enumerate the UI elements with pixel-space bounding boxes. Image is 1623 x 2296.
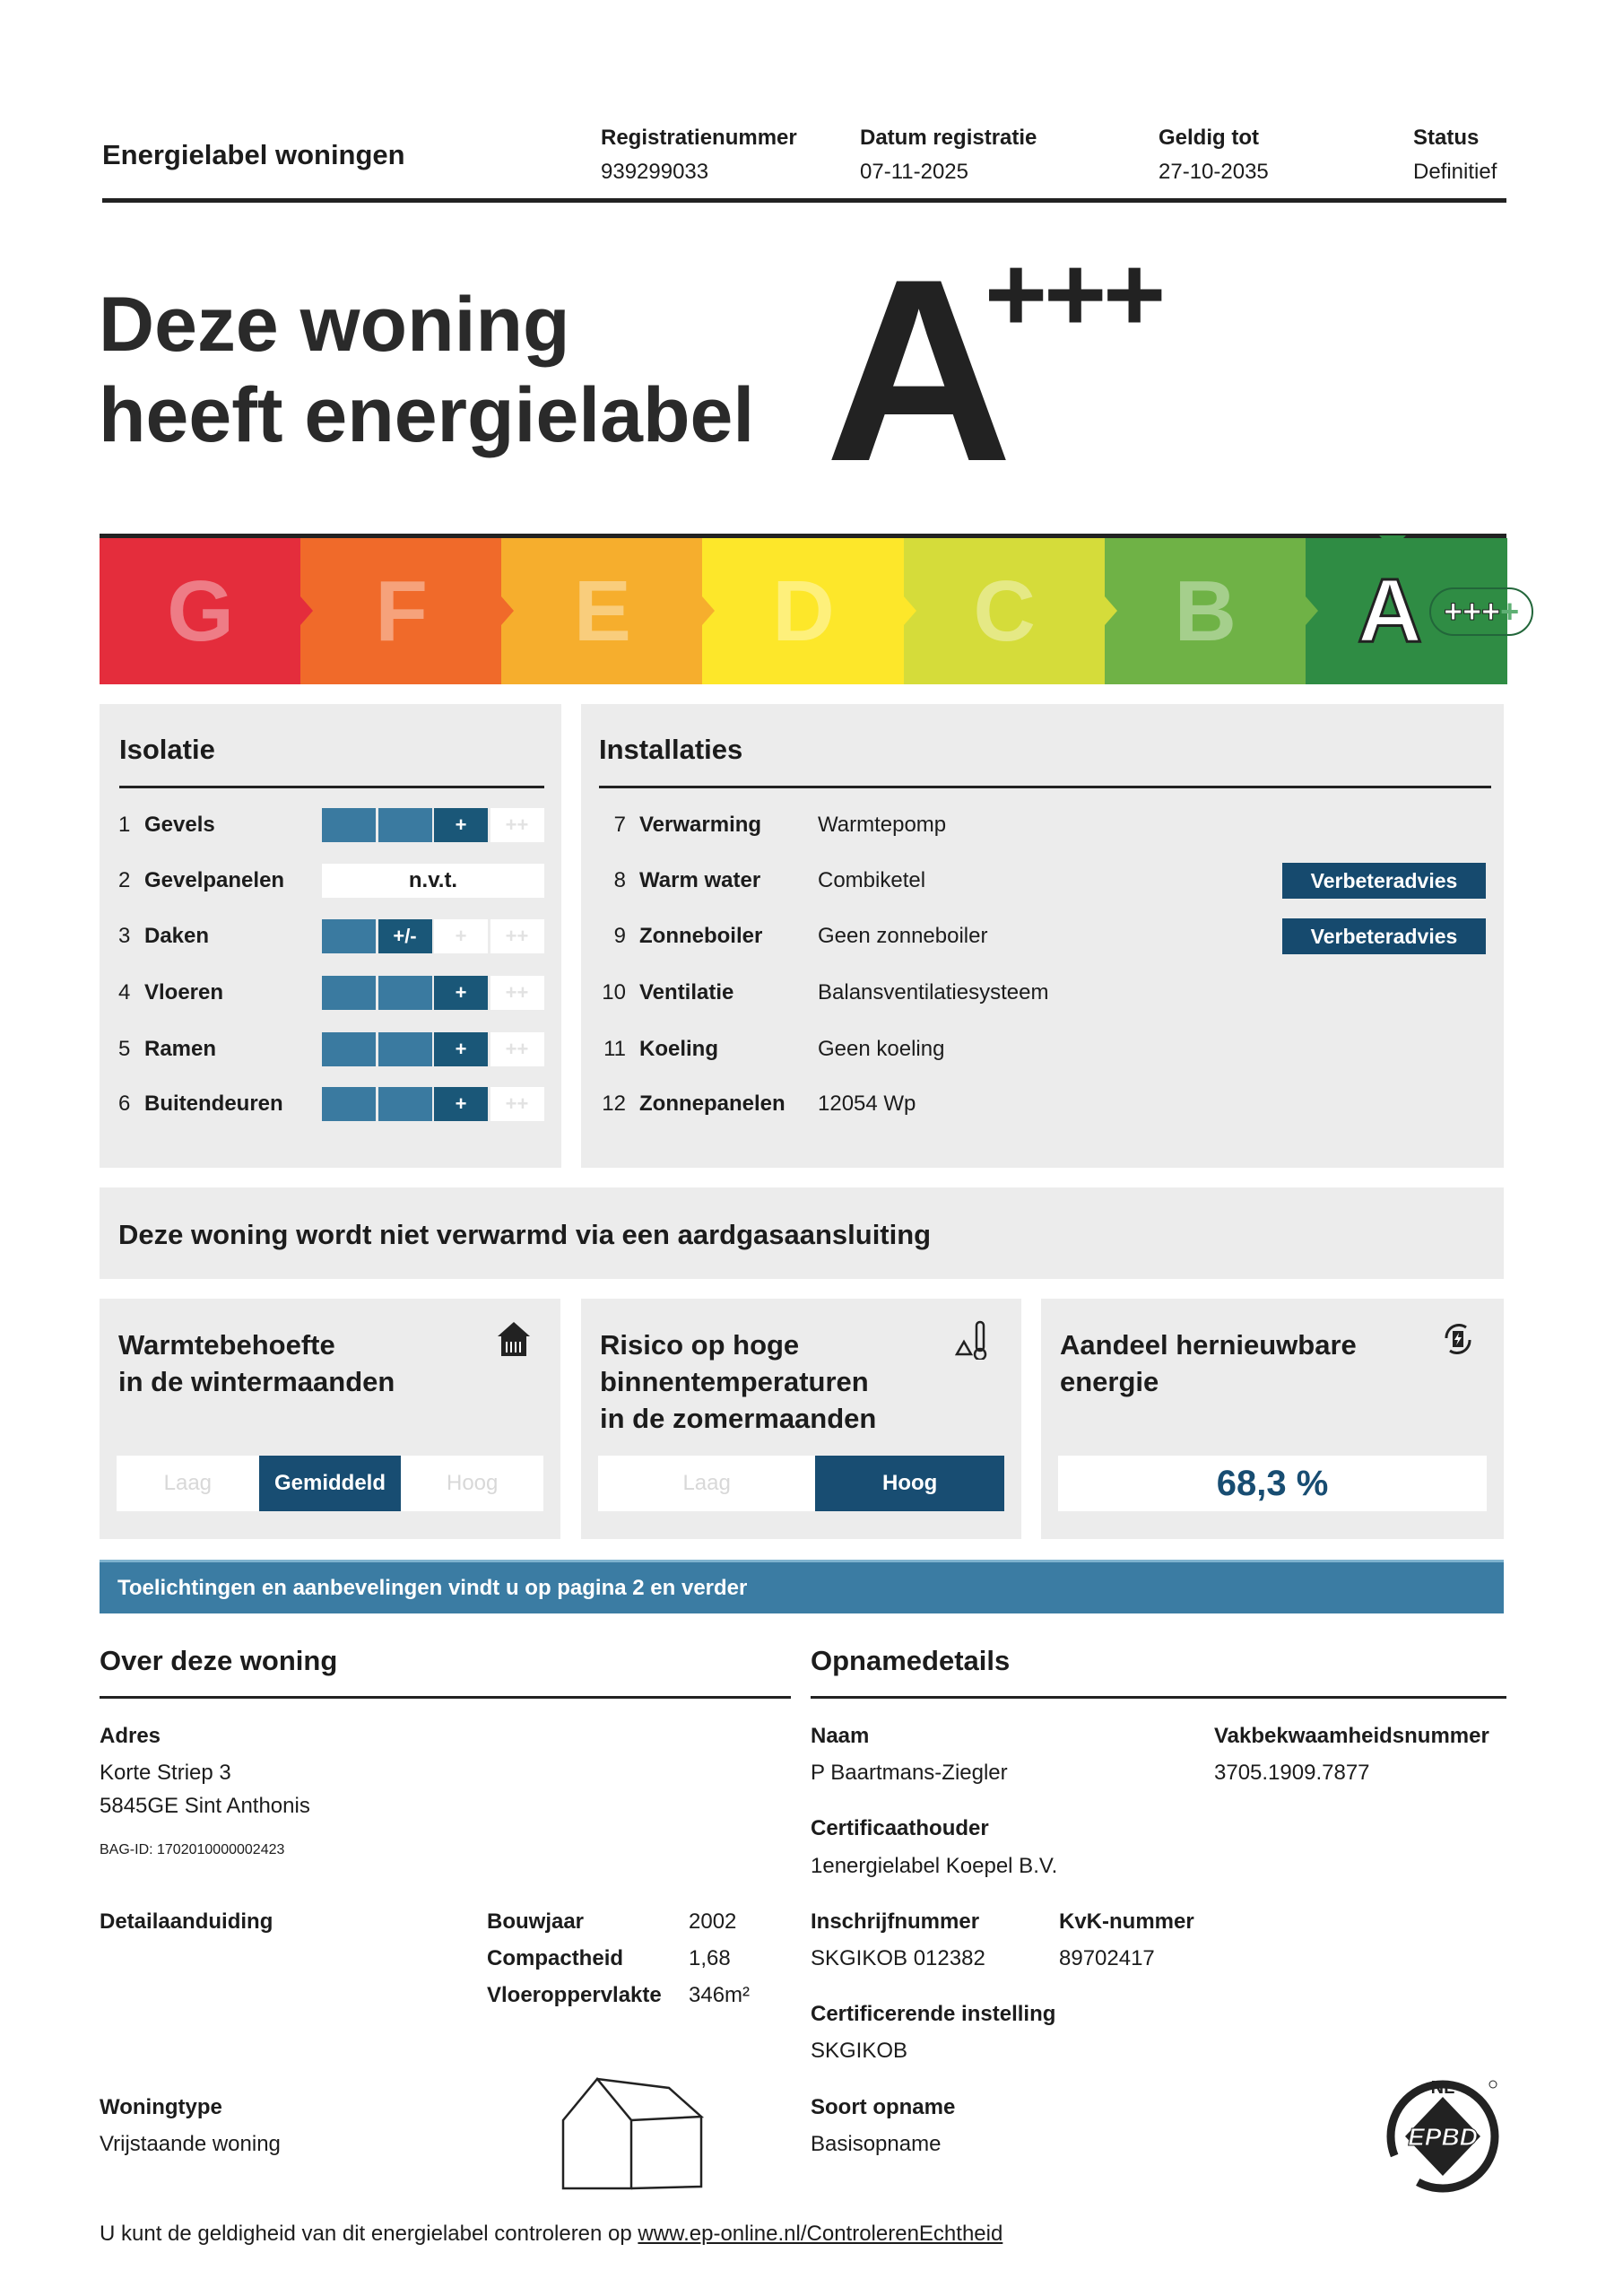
renewable-share-value: 68,3 %	[1216, 1463, 1329, 1503]
installatie-item-value: 12054 Wp	[818, 1091, 916, 1116]
isolatie-level-cell	[378, 976, 432, 1010]
installatie-item-label: Zonnepanelen	[639, 1091, 785, 1116]
inschr: SKGIKOB 012382	[811, 1946, 985, 1970]
energy-class-F: F	[300, 538, 502, 684]
kvk-label: KvK-nummer	[1059, 1909, 1194, 1934]
installatie-item-value: Combiketel	[818, 868, 926, 892]
scale-arrow	[1105, 596, 1117, 625]
inst-label: Certificerende instelling	[811, 2002, 1056, 2026]
verbeteradvies-button[interactable]: Verbeteradvies	[1282, 918, 1486, 954]
naam-label: Naam	[811, 1724, 870, 1748]
footer-text	[100, 2222, 1002, 2247]
indicator-option: Hoog	[815, 1456, 1004, 1511]
bag-id: BAG-ID: 1702010000002423	[100, 1842, 285, 1857]
isolatie-level-cell	[378, 808, 432, 842]
isolatie-item-number: 5	[118, 1037, 131, 1061]
verification-link[interactable]: www.ep-online.nl/ControlerenEchtheid	[638, 2222, 1003, 2246]
isolatie-value: n.v.t.	[322, 864, 544, 898]
woningtype: Vrijstaande woning	[100, 2132, 281, 2156]
adres-city: 5845GE Sint Anthonis	[100, 1794, 310, 1818]
installatie-item-number: 10	[602, 980, 626, 1004]
scale-arrow	[904, 596, 916, 625]
isolatie-level-cell: +	[434, 808, 488, 842]
isolatie-level-cell	[322, 1032, 376, 1066]
indicator-title-line: energie	[1060, 1366, 1159, 1397]
woning-prop-label: Bouwjaar	[487, 1909, 585, 1934]
woning-prop-value: 1,68	[689, 1946, 731, 1970]
inschr-label: Inschrijfnummer	[811, 1909, 980, 1934]
isolatie-item-label: Daken	[144, 924, 210, 948]
header-field-value: 27-10-2035	[1159, 160, 1269, 184]
installatie-item-label: Verwarming	[639, 813, 762, 837]
hero-line-1: Deze woning	[99, 282, 570, 368]
verbeteradvies-button[interactable]: Verbeteradvies	[1282, 863, 1486, 899]
adres-street: Korte Striep 3	[100, 1761, 231, 1785]
epbd-logo	[1382, 2070, 1507, 2196]
active-class-plus: ++++	[1429, 587, 1533, 636]
installatie-item-number: 7	[613, 813, 626, 837]
indicator-option: Hoog	[446, 1471, 499, 1495]
woning-prop-value: 346m²	[689, 1983, 751, 2007]
vak-label: Vakbekwaamheidsnummer	[1214, 1724, 1489, 1748]
vak: 3705.1909.7877	[1214, 1761, 1370, 1785]
header-divider	[102, 198, 1506, 203]
indicator-selector	[117, 1456, 543, 1511]
installatie-item-number: 8	[613, 868, 626, 892]
indicator-option: Gemiddeld	[259, 1456, 402, 1511]
scale-arrow	[501, 596, 514, 625]
opname-title: Opnamedetails	[811, 1645, 1011, 1676]
installatie-item-value: Warmtepomp	[818, 813, 947, 837]
isolatie-item-number: 4	[118, 980, 131, 1004]
info-banner-text: Toelichtingen en aanbevelingen vindt u op pagina 2 en verder	[117, 1576, 748, 1600]
energy-class-G: G	[100, 538, 301, 684]
woning-prop-label: Vloeroppervlakte	[487, 1983, 662, 2007]
header-field-value: Definitief	[1413, 160, 1497, 184]
isolatie-item-number: 1	[118, 813, 131, 837]
installatie-item-label: Zonneboiler	[639, 924, 763, 948]
indicator-title-line: Warmtebehoefte	[118, 1329, 335, 1361]
document-title: Energielabel woningen	[102, 139, 405, 170]
cert: 1energielabel Koepel B.V.	[811, 1854, 1058, 1878]
energy-class-C: C	[904, 538, 1106, 684]
installatie-item-number: 11	[603, 1037, 626, 1061]
indicator-title-line: Risico op hoge	[600, 1329, 800, 1361]
isolatie-item-number: 6	[118, 1091, 131, 1116]
isolatie-level-cell: +	[434, 1032, 488, 1066]
indicator-option: Laag	[682, 1471, 731, 1495]
indicator-title-line: in de wintermaanden	[118, 1366, 395, 1397]
installatie-item-value: Geen koeling	[818, 1037, 945, 1061]
scale-arrow	[702, 596, 715, 625]
label-plus: +++	[985, 234, 1163, 354]
woning-title: Over deze woning	[100, 1645, 338, 1676]
isolatie-level-cell	[322, 1087, 376, 1121]
isolatie-item-label: Gevelpanelen	[144, 868, 285, 892]
energy-class-D: D	[702, 538, 904, 684]
isolatie-item-label: Gevels	[144, 813, 215, 837]
indicator-option: Laag	[163, 1471, 213, 1495]
header-field-value: 07-11-2025	[860, 160, 968, 184]
detail-label: Detailaanduiding	[100, 1909, 273, 1934]
installatie-item-label: Warm water	[639, 868, 761, 892]
soort-label: Soort opname	[811, 2095, 956, 2119]
isolatie-level-cell: ++	[490, 919, 544, 953]
energy-class-A	[1306, 538, 1520, 684]
isolatie-item-label: Buitendeuren	[144, 1091, 283, 1116]
detached-house-icon	[561, 2075, 705, 2192]
installaties-divider	[599, 786, 1491, 788]
woning-prop-label: Compactheid	[487, 1946, 624, 1970]
isolatie-divider	[119, 786, 544, 788]
header-field-label: Registratienummer	[601, 126, 797, 150]
hero-line-2: heeft energielabel	[99, 372, 755, 458]
svg-text:EPBD: EPBD	[1408, 2123, 1478, 2151]
indicator-selector	[598, 1456, 1004, 1511]
scale-arrow	[1306, 596, 1318, 625]
woningtype-label: Woningtype	[100, 2095, 222, 2119]
kvk: 89702417	[1059, 1946, 1155, 1970]
installatie-item-number: 12	[602, 1091, 626, 1116]
active-class-letter: A	[1357, 561, 1423, 661]
inst: SKGIKOB	[811, 2039, 908, 2063]
installatie-item-number: 9	[613, 924, 626, 948]
isolatie-level-cell: +	[434, 919, 488, 953]
naam: P Baartmans-Ziegler	[811, 1761, 1008, 1785]
isolatie-level-cell	[378, 1087, 432, 1121]
isolatie-level-cell: ++	[490, 976, 544, 1010]
header-field-label: Status	[1413, 126, 1480, 150]
energy-class-E: E	[501, 538, 703, 684]
gas-notice: Deze woning wordt niet verwarmd via een aardgasaansluiting	[118, 1219, 932, 1250]
header-field-label: Geldig tot	[1159, 126, 1259, 150]
isolatie-level-cell: ++	[490, 1087, 544, 1121]
house-heating-icon	[494, 1320, 534, 1364]
label-letter: A	[825, 225, 1013, 516]
header-field-value: 939299033	[601, 160, 709, 184]
isolatie-item-number: 3	[118, 924, 131, 948]
isolatie-level-cell: +	[434, 976, 488, 1010]
isolatie-level-cell: ++	[490, 808, 544, 842]
isolatie-title: Isolatie	[119, 734, 215, 765]
active-class-plus-faint: +	[1500, 592, 1520, 630]
isolatie-level-cell: ++	[490, 1032, 544, 1066]
indicator-title-line: Aandeel hernieuwbare	[1060, 1329, 1357, 1361]
indicator-title-line: in de zomermaanden	[600, 1403, 877, 1434]
footer-prefix: U kunt de geldigheid van dit energielabel controleren op	[100, 2222, 638, 2246]
isolatie-level-cell	[322, 976, 376, 1010]
header-field-label: Datum registratie	[860, 126, 1037, 150]
adres-label: Adres	[100, 1724, 161, 1748]
woning-divider	[100, 1696, 791, 1699]
svg-text:NL: NL	[1430, 2078, 1455, 2098]
installatie-item-label: Ventilatie	[639, 980, 734, 1004]
scale-arrow	[300, 596, 313, 625]
isolatie-item-number: 2	[118, 868, 131, 892]
isolatie-level-cell: +/-	[378, 919, 432, 953]
isolatie-level-cell	[378, 1032, 432, 1066]
installaties-title: Installaties	[599, 734, 743, 765]
renewable-energy-icon	[1437, 1320, 1477, 1364]
isolatie-level-cell	[322, 919, 376, 953]
isolatie-level-cell: +	[434, 1087, 488, 1121]
woning-prop-value: 2002	[689, 1909, 737, 1934]
installatie-item-value: Balansventilatiesysteem	[818, 980, 1049, 1004]
indicator-value-box	[1058, 1456, 1487, 1511]
isolatie-item-label: Vloeren	[144, 980, 224, 1004]
opname-divider	[811, 1696, 1506, 1699]
indicator-title-line: binnentemperaturen	[600, 1366, 869, 1397]
isolatie-level-cell	[322, 808, 376, 842]
soort: Basisopname	[811, 2132, 942, 2156]
energy-class-B: B	[1105, 538, 1306, 684]
installatie-item-label: Koeling	[639, 1037, 718, 1061]
thermometer-warning-icon	[955, 1320, 994, 1364]
isolatie-item-label: Ramen	[144, 1037, 217, 1061]
installatie-item-value: Geen zonneboiler	[818, 924, 988, 948]
cert-label: Certificaathouder	[811, 1816, 989, 1840]
